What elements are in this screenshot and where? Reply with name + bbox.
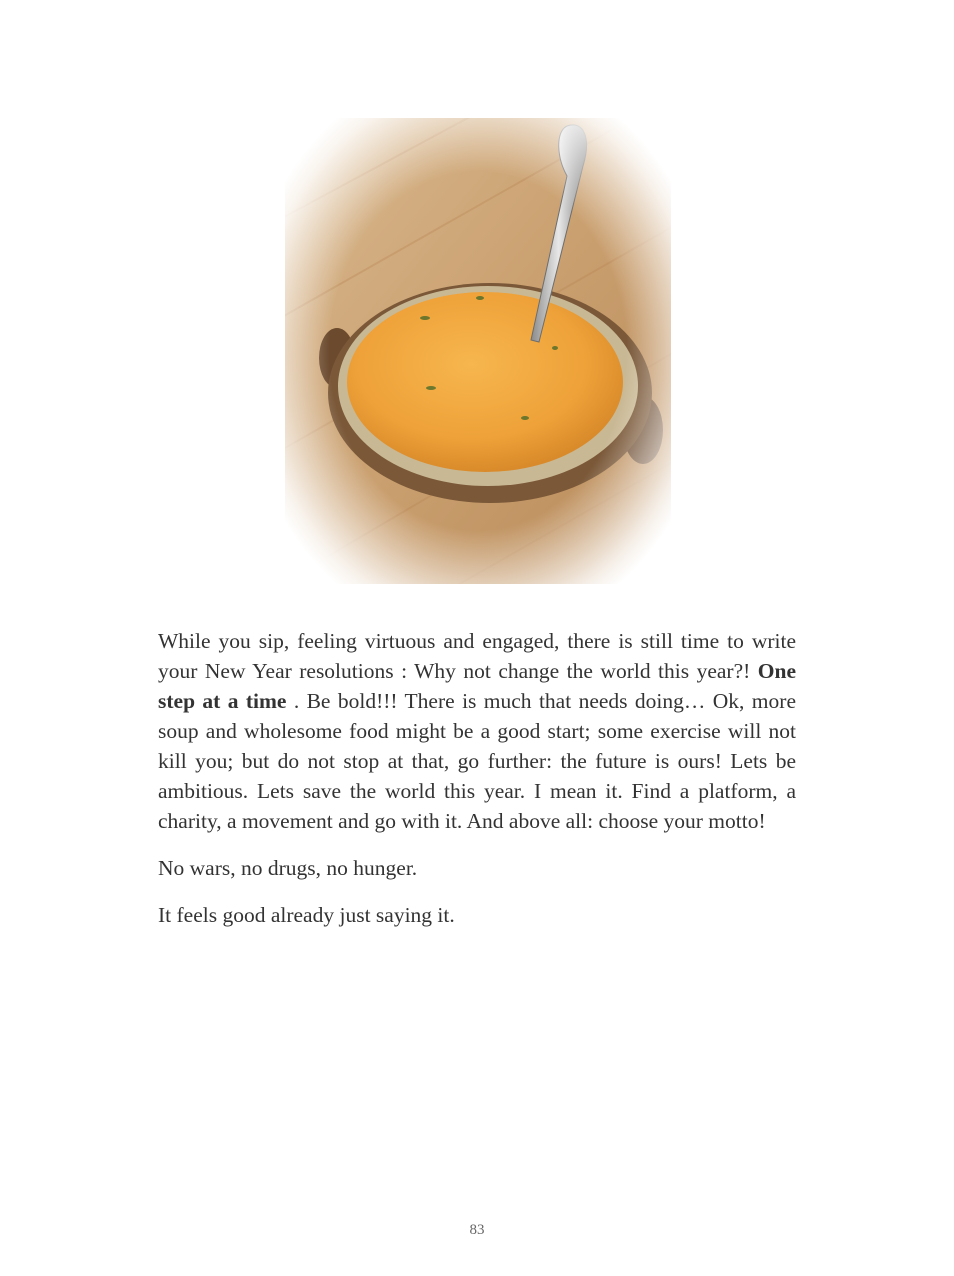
soup-bowl-illustration [285,118,671,584]
paragraph-closing: It feels good already just saying it. [158,903,455,927]
soup-bowl-photo [285,118,671,584]
paragraph-resolutions [158,626,796,836]
paragraph-1-part-1: While you sip, feeling virtuous and engaged, there is still time to write your New Year resolutions : Why not change the world this year?! [158,629,796,683]
paragraph-1-bold-phrase: One step at a time [158,659,796,713]
page-number: 83 [469,1222,485,1238]
paragraph-1-part-2: . Be bold!!! There is much that needs doing… Ok, more soup and wholesome food might be a good start; some exercise will not kill you; but do not stop at that, go further: the future is ours! Lets be ambitious. Lets save the world this year. I mean it. Find a platform, a charity, a movement and go with it. And above all: choose your motto! [158,689,796,833]
paragraph-motto: No wars, no drugs, no hunger. [158,856,418,880]
body-text [158,626,796,947]
